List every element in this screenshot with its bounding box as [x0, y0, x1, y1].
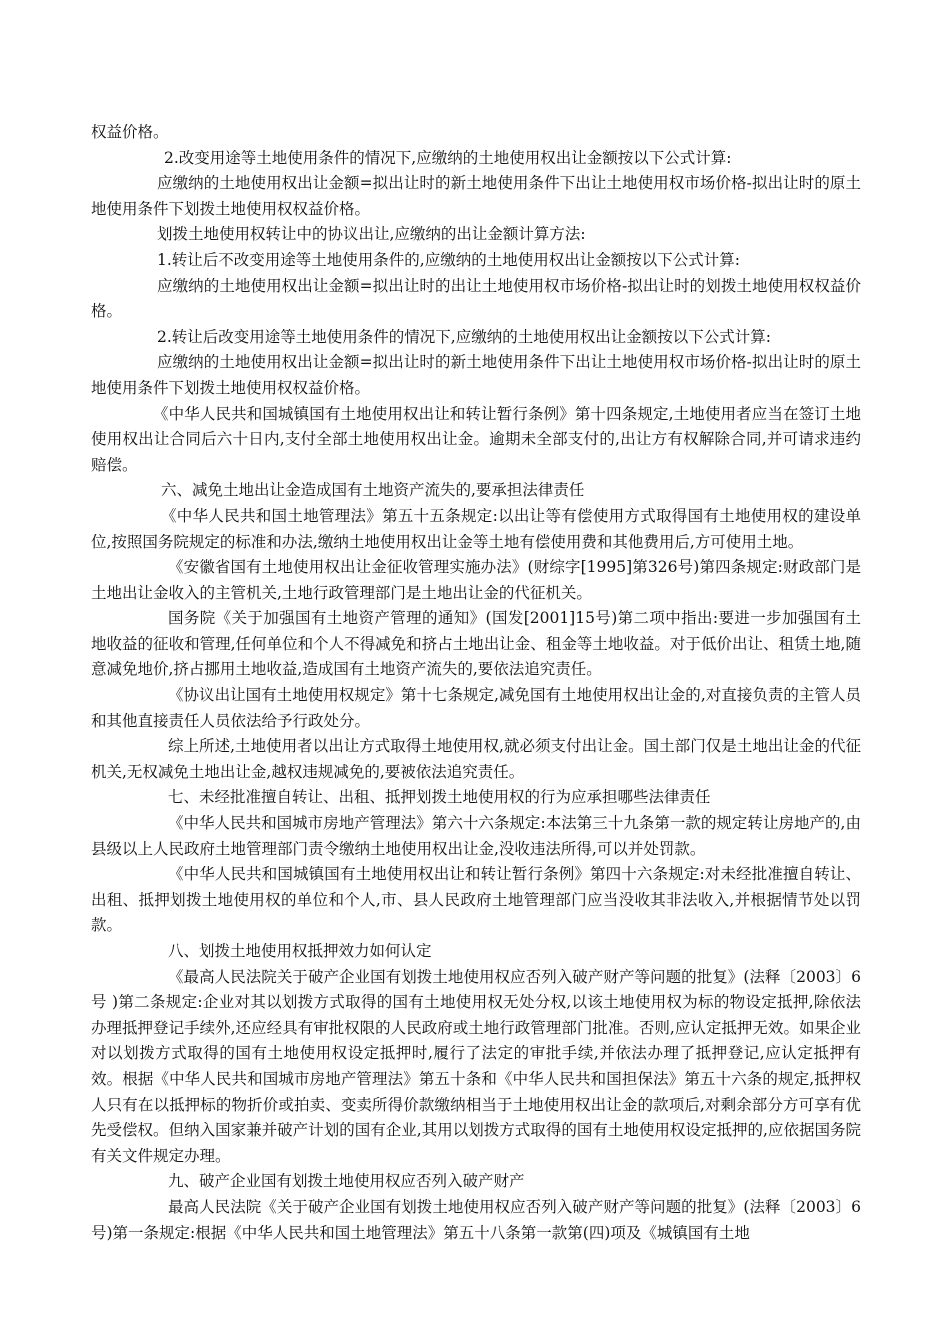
section-heading-6: 六、减免土地出让金造成国有土地资产流失的,要承担法律责任: [161, 481, 585, 500]
paragraph-3: 应缴纳的土地使用权出让金额=拟出让时的新土地使用条件下出让土地使用权市场价格-拟出让时的原土地使用条件下划拨土地使用权权益价格。: [91, 174, 861, 218]
paragraph-9: 《中华人民共和国城镇国有土地使用权出让和转让暂行条例》第十四条规定,土地使用者应当在签订土地使用权出让合同后六十日内,支付全部土地使用权出让金。逾期未全部支付的,出让方有权解除合同,并可请求违约赔偿。: [91, 404, 861, 474]
document-body: [91, 120, 861, 1246]
paragraph-8: 应缴纳的土地使用权出让金额=拟出让时的新土地使用条件下出让土地使用权市场价格-拟出让时的原土地使用条件下划拨土地使用权权益价格。: [91, 353, 861, 397]
paragraph-17: 《中华人民共和国城市房地产管理法》第六十六条规定:本法第三十九条第一款的规定转让房地产的,由县级以上人民政府土地管理部门责令缴纳土地使用权出让金,没收违法所得,可以并处罚款。: [91, 814, 861, 858]
paragraph-4: 划拨土地使用权转让中的协议出让,应缴纳的出让金额计算方法:: [157, 225, 586, 244]
section-heading-9: 九、破产企业国有划拨土地使用权应否列入破产财产: [168, 1172, 525, 1191]
paragraph-5: 1.转让后不改变用途等土地使用条件的,应缴纳的土地使用权出让金额按以下公式计算:: [157, 250, 740, 269]
paragraph-1: 权益价格。: [91, 123, 169, 141]
paragraph-6: 应缴纳的土地使用权出让金额=拟出让时的出让土地使用权市场价格-拟出让时的划拨土地使用权权益价格。: [91, 276, 861, 321]
paragraph-18: 《中华人民共和国城镇国有土地使用权出让和转让暂行条例》第四十六条规定:对未经批准擅自转让、出租、抵押划拨土地使用权的单位和个人,市、县人民政府土地管理部门应当没收其非法收入,并根据情节处以罚款。: [91, 865, 861, 935]
paragraph-11: 《中华人民共和国土地管理法》第五十五条规定:以出让等有偿使用方式取得国有土地使用权的建设单位,按照国务院规定的标准和办法,缴纳土地使用权出让金等土地有偿使用费和其他费用后,方可使用土地。: [91, 506, 861, 551]
paragraph-2: 2.改变用途等土地使用条件的情况下,应缴纳的土地使用权出让金额按以下公式计算:: [164, 148, 732, 167]
paragraph-12: 《安徽省国有土地使用权出让金征收管理实施办法》(财综字[1995]第326号)第四条规定:财政部门是土地出让金收入的主管机关,土地行政管理部门是土地出让金的代征机关。: [91, 558, 861, 602]
paragraph-22: 最高人民法院《关于破产企业国有划拨土地使用权应否列入破产财产等问题的批复》(法释〔2003〕6号)第一条规定:根据《中华人民共和国土地管理法》第五十八条第一款第(四)项及《城镇国有土地: [91, 1197, 861, 1242]
paragraph-20: 《最高人民法院关于破产企业国有划拨土地使用权应否列入破产财产等问题的批复》(法释〔2003〕6号 )第二条规定:企业对其以划拨方式取得的国有土地使用权无处分权,以该土地使用权为标的物设定抵押,除依法办理抵押登记手续外,还应经具有审批权限的人民政府或土地行政管理部门批准。否则,应认定抵押无效。如果企业对以划拨方式取得的国有土地使用权设定抵押时,履行了法定的审批手续,并依法办理了抵押登记,应认定抵押有效。根据《中华人民共和国城市房地产管理法》第五十条和《中华人民共和国担保法》第五十六条的规定,抵押权人只有在以抵押标的物折价或拍卖、变卖所得价款缴纳相当于土地使用权出让金的款项后,对剩余部分方可享有优先受偿权。但纳入国家兼并破产计划的国有企业,其用以划拨方式取得的国有土地使用权设定抵押的,应依据国务院有关文件规定办理。: [91, 967, 861, 1165]
section-heading-7: 七、未经批准擅自转让、出租、抵押划拨土地使用权的行为应承担哪些法律责任: [168, 788, 711, 807]
paragraph-14: 《协议出让国有土地使用权规定》第十七条规定,减免国有土地使用权出让金的,对直接负责的主管人员和其他直接责任人员依法给予行政处分。: [91, 686, 861, 730]
section-heading-8: 八、划拨土地使用权抵押效力如何认定: [168, 942, 432, 960]
paragraph-13: 国务院《关于加强国有土地资产管理的通知》(国发[2001]15号)第二项中指出:要进一步加强国有土地收益的征收和管理,任何单位和个人不得减免和挤占土地出让金、租金等土地收益。对于低价出让、租赁土地,随意减免地价,挤占挪用土地收益,造成国有土地资产流失的,要依法追究责任。: [91, 609, 861, 679]
paragraph-15: 综上所述,土地使用者以出让方式取得土地使用权,就必须支付出让金。国土部门仅是土地出让金的代征机关,无权减免土地出让金,越权违规减免的,要被依法追究责任。: [91, 737, 861, 781]
paragraph-7: 2.转让后改变用途等土地使用条件的情况下,应缴纳的土地使用权出让金额按以下公式计算:: [157, 327, 771, 346]
